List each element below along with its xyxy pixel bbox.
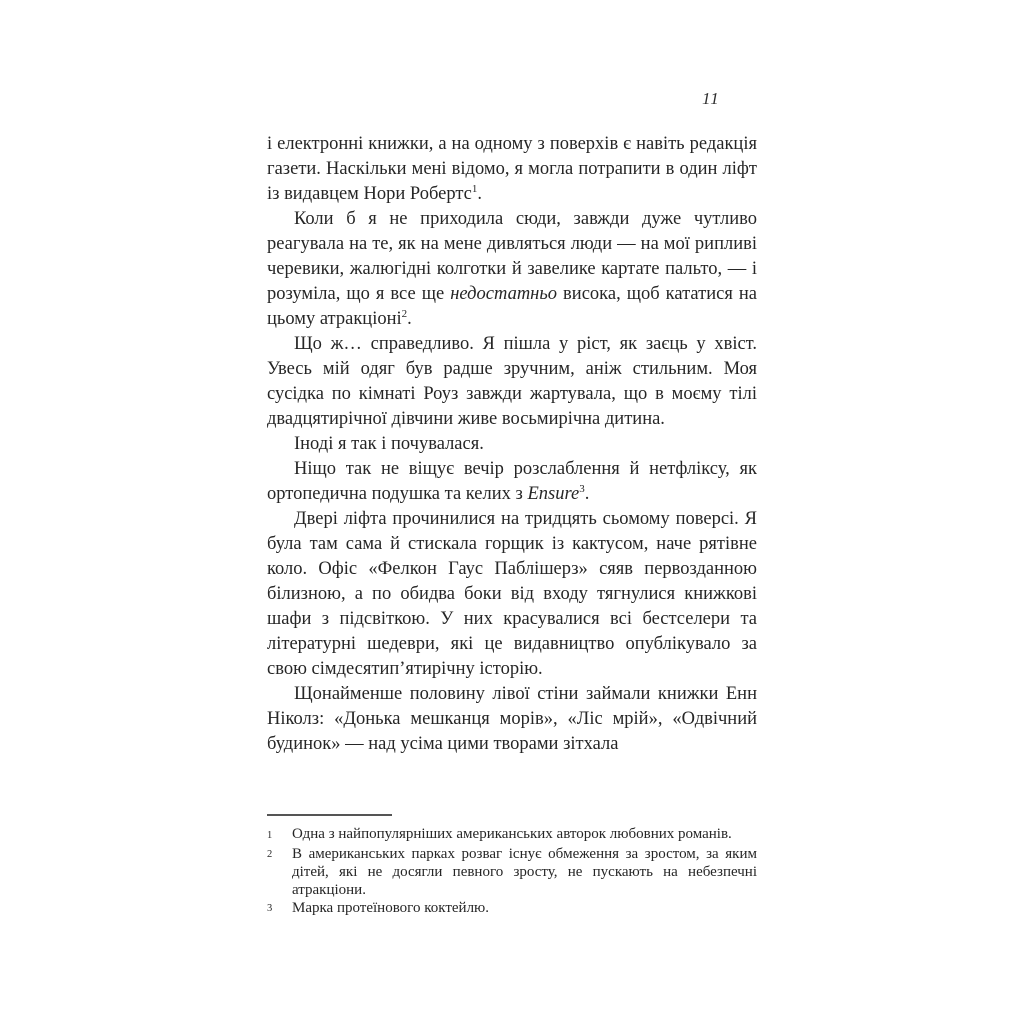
footnote-text: Марка протеїнового коктейлю. [292,899,490,916]
footnote-item [267,845,757,899]
footnote-separator [267,814,392,816]
paragraph [267,207,757,332]
text-segment: Що ж… справедливо. Я пішла у ріст, як заєць у хвіст. Увесь мій одяг був радше зручним, аніж стильним. Моя сусідка по кімнаті Роуз завжди жартувала, що в моєму тілі двадцятирічної дівчини живе восьмирічна дитина. [267,334,757,429]
text-segment: висока, щоб кататися на цьому атракціоні [267,284,757,329]
paragraph [267,682,757,757]
footnote-ref: 3 [579,482,585,495]
footnote-list [267,825,757,918]
text-segment: Іноді я так і почувалася. [294,434,484,454]
italic-text: Ensure [527,484,580,504]
footnote-text: В американських парках розваг існує обмеження за зростом, за яким дітей, які не досягли певного зросту, не пускають на небезпечні атракціони. [292,845,757,898]
footnote-text: Одна з найпопулярніших американських авторок любовних романів. [292,826,732,842]
text-segment: . [477,184,483,204]
footnote-marker: 3 [267,903,273,914]
footnote-item [267,899,757,919]
footnote-ref: 2 [401,307,408,320]
text-segment: . [584,484,590,504]
italic-text: недостатньо [450,284,558,304]
text-segment: і електронні книжки, а на одному з поверхів є навіть редакція газети. Наскільки мені відомо, я могла потрапити в один ліфт із видавцем Нори Робертс [267,134,757,204]
text-segment: Щонайменше половину лівої стіни займали книжки Енн Ніколз: «Донька мешканця морів», «Ліс мрій», «Одвічний будинок» — над усіма цими творами зітхала [267,684,757,754]
text-segment: Коли б я не приходила сюди, завжди дуже чутливо реагувала на те, як на мене дивляться люди — на мої рипливі черевики, жалюгідні колготки й завелике картате пальто, — і розуміла, що я все ще [267,209,757,304]
text-segment: Двері ліфта прочинилися на тридцять сьомому поверсі. Я була там сама й стискала горщик із кактусом, наче рятівне коло. Офіс «Фелкон Гаус Паблішерз» сяяв первозданною білизною, а по обидва боки від входу тягнулися книжкові шафи з підсвіткою. У них красувалися всі бестселери та літературні шедеври, які це видавництво опублікувало за свою сімдесятип’ятирічну історію. [267,509,757,679]
footnotes [267,814,757,918]
paragraph [267,132,757,207]
footnote-item [267,825,757,845]
text-segment: Ніщо так не віщує вечір розслаблення й нетфліксу, як ортопедична подушка та келих з [267,459,757,504]
paragraph [267,457,757,507]
text-segment: . [407,309,412,329]
page-number: 11 [702,89,720,108]
footnote-marker: 1 [267,829,273,841]
paragraph [267,332,757,432]
body-text [267,132,757,757]
footnote-marker: 2 [267,849,273,860]
footnote-ref: 1 [471,182,478,195]
paragraph [267,432,757,457]
paragraph [267,507,757,682]
